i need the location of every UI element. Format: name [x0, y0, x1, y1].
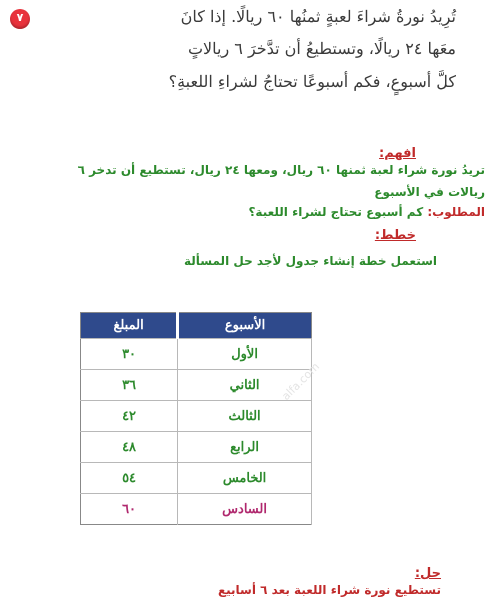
problem-number-badge [10, 9, 30, 29]
table-row [81, 494, 312, 525]
table-row [81, 401, 312, 432]
week-cell: السادس [178, 494, 312, 525]
table-header-row [81, 313, 312, 339]
understand-line-2: ريالات في الأسبوع [374, 185, 485, 199]
watermark: alfa.com [279, 360, 323, 403]
problem-statement [0, 0, 493, 102]
amount-cell: ٤٢ [81, 401, 178, 432]
problem-number: ٧ [16, 11, 24, 24]
week-cell: الرابع [178, 432, 312, 463]
understand-heading: افهم: [379, 146, 416, 161]
week-cell: الأول [178, 339, 312, 370]
required-label: المطلوب: [427, 205, 485, 219]
week-cell: الثاني [178, 370, 312, 401]
table-row [81, 463, 312, 494]
solve-heading: حل: [414, 566, 441, 581]
required-line [248, 205, 485, 219]
problem-line-3: كلَّ أسبوعٍ، فكم أسبوعًا تحتاجُ لشراءِ اللعبةِ؟ [168, 72, 456, 91]
amount-cell: ٣٦ [81, 370, 178, 401]
amount-cell: ٤٨ [81, 432, 178, 463]
weeks-table [80, 312, 312, 525]
table-row [81, 432, 312, 463]
amount-header: المبلغ [81, 313, 178, 339]
plan-line-1: استعمل خطة إنشاء جدول لأجد حل المسألة [184, 254, 437, 268]
week-header: الأسبوع [178, 313, 312, 339]
solve-line-1: تستطيع نورة شراء اللعبة بعد ٦ أسابيع [217, 583, 441, 597]
understand-line-1: تريدُ نورة شراء لعبة ثمنها ٦٠ ريال، ومعها ٢٤ ريال، تستطيع أن تدخر ٦ [77, 163, 485, 177]
table-row [81, 339, 312, 370]
amount-cell: ٥٤ [81, 463, 178, 494]
plan-heading: خطط: [374, 228, 416, 243]
table-row [81, 370, 312, 401]
week-cell: الثالث [178, 401, 312, 432]
problem-line-1: تُرِيدُ نورةُ شراءَ لعبةٍ ثمنُها ٦٠ ريالًا. إذا كانَ [180, 7, 456, 26]
amount-cell: ٣٠ [81, 339, 178, 370]
required-text: كم أسبوع تحتاج لشراء اللعبة؟ [248, 205, 424, 219]
amount-cell: ٦٠ [81, 494, 178, 525]
week-cell: الخامس [178, 463, 312, 494]
problem-line-2: معَها ٢٤ ريالًا، وتستطيعُ أن تدَّخرَ ٦ ريالاتٍ [187, 39, 456, 58]
